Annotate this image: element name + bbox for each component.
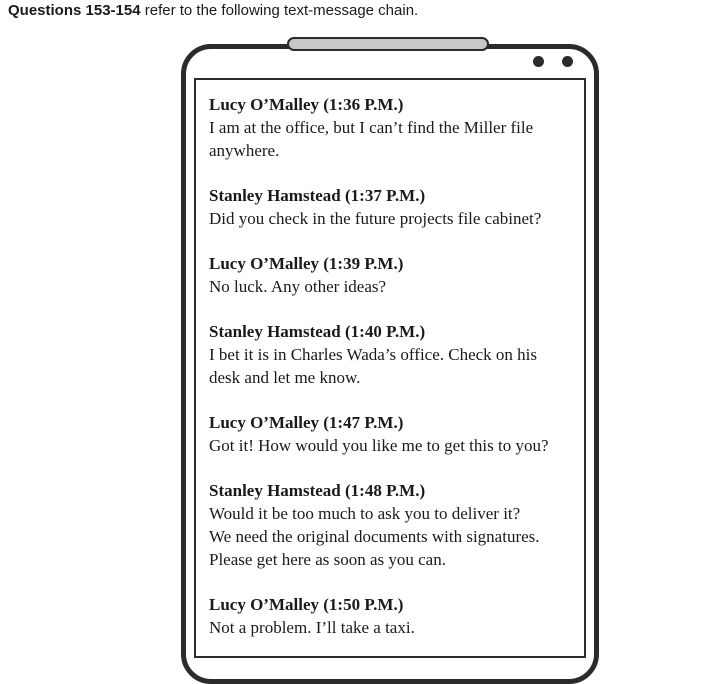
phone-speaker (287, 37, 489, 51)
message-line: Got it! How would you like me to get this to you? (209, 436, 549, 455)
message-sender: Stanley Hamstead (1:40 P.M.) (209, 322, 426, 341)
message-line: Not a problem. I’ll take a taxi. (209, 618, 415, 637)
message-line: No luck. Any other ideas? (209, 277, 387, 296)
message-1 (209, 93, 581, 162)
message-chain (209, 93, 581, 661)
message-3 (209, 252, 581, 298)
message-sender: Lucy O’Malley (1:47 P.M.) (209, 413, 404, 432)
message-sender: Stanley Hamstead (1:48 P.M.) (209, 481, 426, 500)
message-line: I bet it is in Charles Wada’s office. Check on his (209, 345, 538, 364)
phone-screen (194, 78, 586, 658)
message-sender: Lucy O’Malley (1:50 P.M.) (209, 595, 404, 614)
message-line: Please get here as soon as you can. (209, 550, 446, 569)
phone-camera-dot-2 (562, 56, 573, 67)
question-instruction: refer to the following text-message chain. (140, 2, 419, 19)
message-4 (209, 320, 581, 389)
question-number: Questions 153-154 (8, 2, 141, 19)
message-line: I am at the office, but I can’t find the Miller file (209, 118, 534, 137)
message-6 (209, 479, 581, 571)
message-2 (209, 184, 581, 230)
message-sender: Lucy O’Malley (1:39 P.M.) (209, 254, 404, 273)
phone-camera-dot-1 (533, 56, 544, 67)
message-7 (209, 593, 581, 639)
message-line: Would it be too much to ask you to deliver it? (209, 504, 521, 523)
message-line: anywhere. (209, 141, 280, 160)
message-line: Did you check in the future projects file cabinet? (209, 209, 542, 228)
question-heading (8, 2, 418, 19)
message-sender: Lucy O’Malley (1:36 P.M.) (209, 95, 404, 114)
message-line: We need the original documents with signatures. (209, 527, 540, 546)
message-line: desk and let me know. (209, 368, 361, 387)
message-5 (209, 411, 581, 457)
message-sender: Stanley Hamstead (1:37 P.M.) (209, 186, 426, 205)
